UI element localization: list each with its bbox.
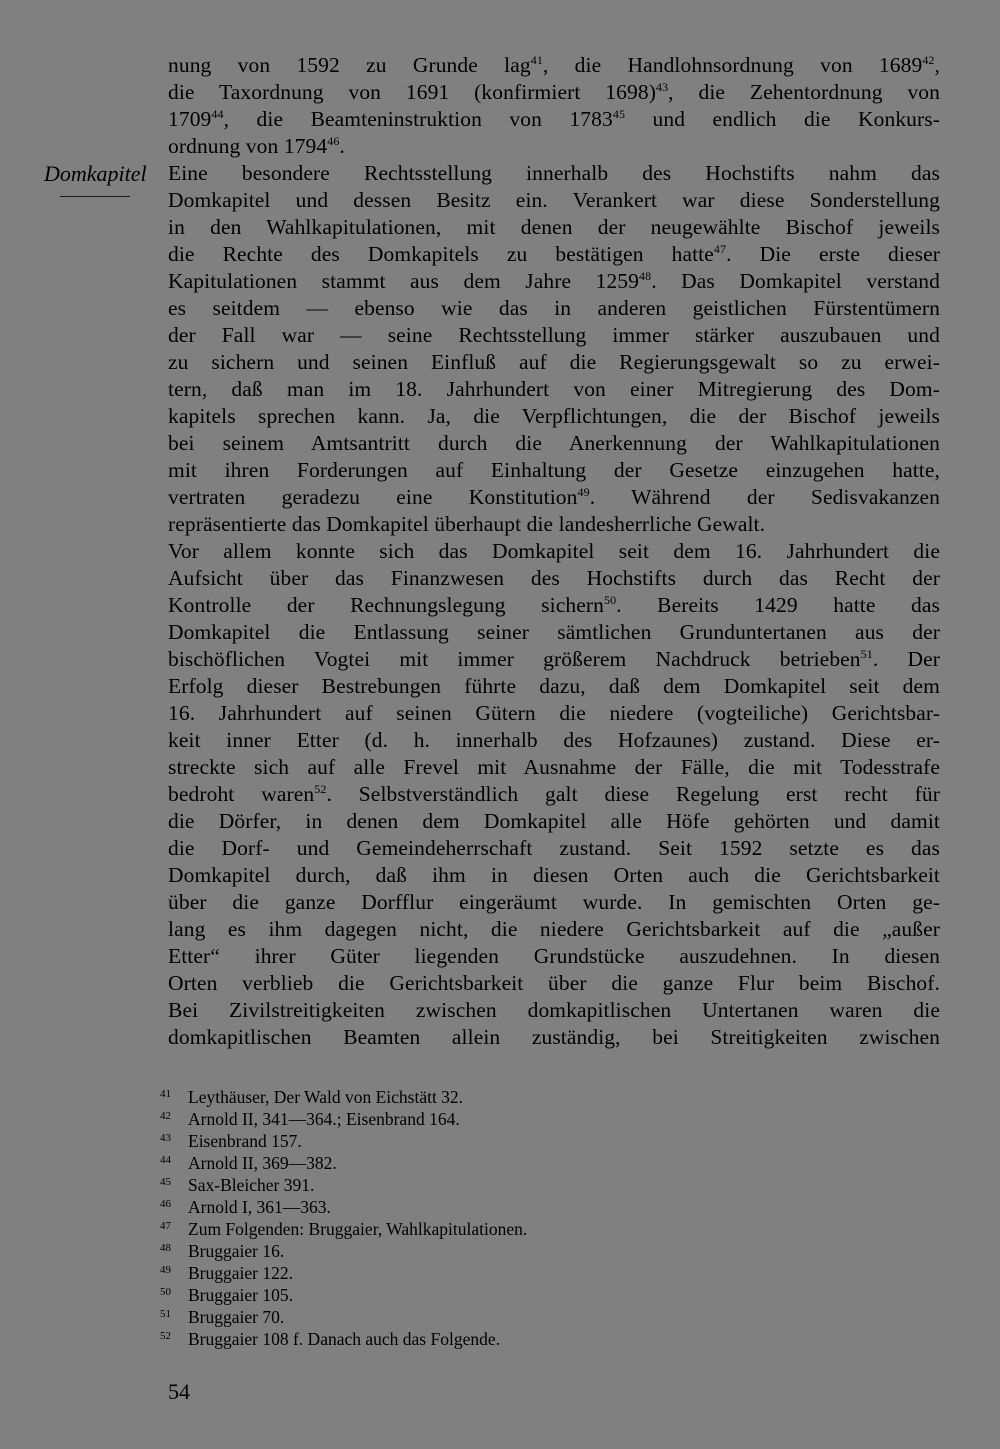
text-line	[168, 916, 940, 943]
text-run: über die ganze Dorfflur eingeräumt wurde. In gemischten Orten ge-	[168, 890, 940, 914]
text-run: 1709	[168, 107, 212, 131]
text-line	[168, 808, 940, 835]
footnote: 43 Eisenbrand 157.	[160, 1131, 302, 1151]
text-line	[168, 214, 940, 241]
footnote-reference: 41	[530, 53, 543, 67]
text-run: bedroht waren	[168, 782, 315, 806]
text-run: , die Zehentordnung von	[668, 80, 940, 104]
text-line	[168, 79, 940, 106]
text-run: bischöflichen Vogtei mit immer größerem Nachdruck betrieben	[168, 647, 861, 671]
text-run: . Die erste dieser	[726, 242, 940, 266]
footnote-reference: 42	[922, 53, 935, 67]
page-number: 54	[168, 1379, 190, 1404]
footnote: 42 Arnold II, 341—364.; Eisenbrand 164.	[160, 1109, 460, 1129]
footnote: 49 Bruggaier 122.	[160, 1263, 293, 1283]
text-run: . Während der Sedisvakanzen	[589, 485, 940, 509]
text-run: Kapitulationen stammt aus dem Jahre 1259	[168, 269, 639, 293]
text-line	[168, 673, 940, 700]
footnote-text: Arnold II, 341—364.; Eisenbrand 164.	[188, 1109, 460, 1129]
footnote: 48 Bruggaier 16.	[160, 1241, 285, 1261]
text-run: und endlich die Konkurs-	[625, 107, 941, 131]
footnote-reference: 50	[603, 593, 617, 607]
footnote-text: Eisenbrand 157.	[188, 1131, 302, 1151]
footnote-reference: 44	[211, 107, 224, 121]
text-run: Bei Zivilstreitigkeiten zwischen domkapitlischen Untertanen waren die	[168, 998, 940, 1022]
text-run: tern, daß man im 18. Jahrhundert von einer Mitregierung des Dom-	[168, 377, 940, 401]
text-run: ,	[934, 53, 940, 77]
footnote-text: Bruggaier 16.	[188, 1241, 285, 1261]
text-run: der Fall war — seine Rechtsstellung immer stärker auszubauen und	[168, 323, 940, 347]
text-line	[168, 133, 940, 160]
text-run: Domkapitel und dessen Besitz ein. Verankert war diese Sonderstellung	[168, 188, 940, 212]
text-run: Etter“ ihrer Güter liegenden Grundstücke auszudehnen. In diesen	[168, 944, 940, 968]
text-line	[168, 754, 940, 781]
text-run: es seitdem — ebenso wie das in anderen geistlichen Fürstentümern	[168, 296, 940, 320]
text-line	[168, 268, 940, 295]
margin-note-underline	[60, 196, 130, 197]
text-line	[168, 997, 940, 1024]
text-line	[168, 511, 940, 538]
text-line	[168, 781, 940, 808]
footnote-text: Zum Folgenden: Bruggaier, Wahlkapitulationen.	[188, 1219, 528, 1239]
footnote-reference: 45	[612, 107, 626, 121]
text-run: die Taxordnung von 1691 (konfirmiert 1698)	[168, 80, 656, 104]
text-line	[168, 322, 940, 349]
margin-note: Domkapitel	[44, 161, 147, 186]
text-run: in den Wahlkapitulationen, mit denen der neugewählte Bischof jeweils	[168, 215, 940, 239]
text-line	[168, 52, 940, 79]
text-run: kapitels sprechen kann. Ja, die Verpflichtungen, die der Bischof jeweils	[168, 404, 940, 428]
footnote-text: Bruggaier 122.	[188, 1263, 293, 1283]
footnotes	[160, 1086, 940, 1350]
text-run: zu sichern und seinen Einfluß auf die Regierungsgewalt so zu erwei-	[168, 350, 940, 374]
text-run: Domkapitel die Entlassung seiner sämtlichen Grunduntertanen aus der	[168, 620, 940, 644]
text-run: die Rechte des Domkapitels zu bestätigen hatte	[168, 242, 714, 266]
text-line	[168, 646, 940, 673]
text-line	[168, 187, 940, 214]
text-run: Kontrolle der Rechnungslegung sichern	[168, 593, 604, 617]
text-run: ordnung von 1794	[168, 134, 328, 158]
footnote-reference: 47	[713, 242, 727, 256]
text-run: die Dörfer, in denen dem Domkapitel alle Höfe gehörten und damit	[168, 809, 940, 833]
text-run: keit inner Etter (d. h. innerhalb des Hofzaunes) zustand. Diese er-	[168, 728, 940, 752]
body-text	[168, 52, 940, 1051]
footnote-text: Bruggaier 70.	[188, 1307, 285, 1327]
footnote-text: Bruggaier 108 f. Danach auch das Folgende.	[188, 1329, 500, 1349]
text-run: 16. Jahrhundert auf seinen Gütern die niedere (vogteiliche) Gerichtsbar-	[168, 701, 940, 725]
text-line	[168, 835, 940, 862]
text-run: Orten verblieb die Gerichtsbarkeit über die ganze Flur beim Bischof.	[168, 971, 940, 995]
text-line	[168, 889, 940, 916]
text-run: streckte sich auf alle Frevel mit Ausnahme der Fälle, die mit Todesstrafe	[168, 755, 940, 779]
text-run: . Selbstverständlich galt diese Regelung erst recht für	[326, 782, 940, 806]
text-line	[168, 1024, 940, 1051]
text-run: .	[339, 134, 345, 158]
text-line	[168, 943, 940, 970]
text-line	[168, 727, 940, 754]
text-run: Erfolg dieser Bestrebungen führte dazu, daß dem Domkapitel seit dem	[168, 674, 940, 698]
text-line	[168, 241, 940, 268]
footnote: 51 Bruggaier 70.	[160, 1307, 285, 1327]
text-line	[168, 700, 940, 727]
text-line	[168, 430, 940, 457]
text-line	[168, 295, 940, 322]
text-run: , die Beamteninstruktion von 1783	[223, 107, 613, 131]
footnote: 41 Leythäuser, Der Wald von Eichstätt 32.	[160, 1087, 464, 1107]
text-line	[168, 592, 940, 619]
footnote: 45 Sax-Bleicher 391.	[160, 1175, 315, 1195]
footnote: 50 Bruggaier 105.	[160, 1285, 293, 1305]
footnote-reference: 49	[577, 485, 590, 499]
footnote-text: Arnold II, 369—382.	[188, 1153, 337, 1173]
footnote-reference: 52	[314, 782, 327, 796]
text-line	[168, 538, 940, 565]
text-line	[168, 565, 940, 592]
footnote-reference: 46	[327, 134, 340, 148]
footnote: 46 Arnold I, 361—363.	[160, 1197, 331, 1217]
text-run: . Der	[872, 647, 940, 671]
footnote-reference: 51	[860, 647, 873, 661]
text-line	[168, 970, 940, 997]
text-line	[168, 376, 940, 403]
text-run: , die Handlohnsordnung von 1689	[542, 53, 923, 77]
footnote-reference: 43	[655, 80, 669, 94]
footnote-text: Bruggaier 105.	[188, 1285, 293, 1305]
text-run: lang es ihm dagegen nicht, die niedere Gerichtsbarkeit auf die „außer	[168, 917, 940, 941]
text-run: . Bereits 1429 hatte das	[616, 593, 940, 617]
text-line	[168, 160, 940, 187]
text-run: die Dorf- und Gemeindeherrschaft zustand. Seit 1592 setzte es das	[168, 836, 940, 860]
text-line	[168, 349, 940, 376]
text-run: repräsentierte das Domkapitel überhaupt die landesherrliche Gewalt.	[168, 512, 766, 536]
footnote: 52 Bruggaier 108 f. Danach auch das Folgende.	[160, 1329, 500, 1349]
text-run: nung von 1592 zu Grunde lag	[168, 53, 531, 77]
footnote-text: Arnold I, 361—363.	[188, 1197, 331, 1217]
text-run: Vor allem konnte sich das Domkapitel seit dem 16. Jahrhundert die	[168, 539, 940, 563]
text-line	[168, 106, 940, 133]
text-line	[168, 403, 940, 430]
text-run: Eine besondere Rechtsstellung innerhalb des Hochstifts nahm das	[168, 161, 940, 185]
text-run: . Das Domkapitel verstand	[651, 269, 940, 293]
footnote: 47 Zum Folgenden: Bruggaier, Wahlkapitulationen.	[160, 1219, 528, 1239]
footnote-text: Sax-Bleicher 391.	[188, 1175, 315, 1195]
text-run: Domkapitel durch, daß ihm in diesen Orten auch die Gerichtsbarkeit	[168, 863, 940, 887]
text-line	[168, 484, 940, 511]
text-line	[168, 619, 940, 646]
footnote-reference: 48	[639, 269, 652, 283]
text-run: bei seinem Amtsantritt durch die Anerkennung der Wahlkapitulationen	[168, 431, 940, 455]
footnote: 44 Arnold II, 369—382.	[160, 1153, 337, 1173]
text-line	[168, 457, 940, 484]
footnote-text: Leythäuser, Der Wald von Eichstätt 32.	[188, 1087, 464, 1107]
text-run: vertraten geradezu eine Konstitution	[168, 485, 578, 509]
text-run: mit ihren Forderungen auf Einhaltung der Gesetze einzugehen hatte,	[168, 458, 940, 482]
text-run: Aufsicht über das Finanzwesen des Hochstifts durch das Recht der	[168, 566, 940, 590]
text-run: domkapitlischen Beamten allein zuständig, bei Streitigkeiten zwischen	[168, 1025, 940, 1049]
text-line	[168, 862, 940, 889]
